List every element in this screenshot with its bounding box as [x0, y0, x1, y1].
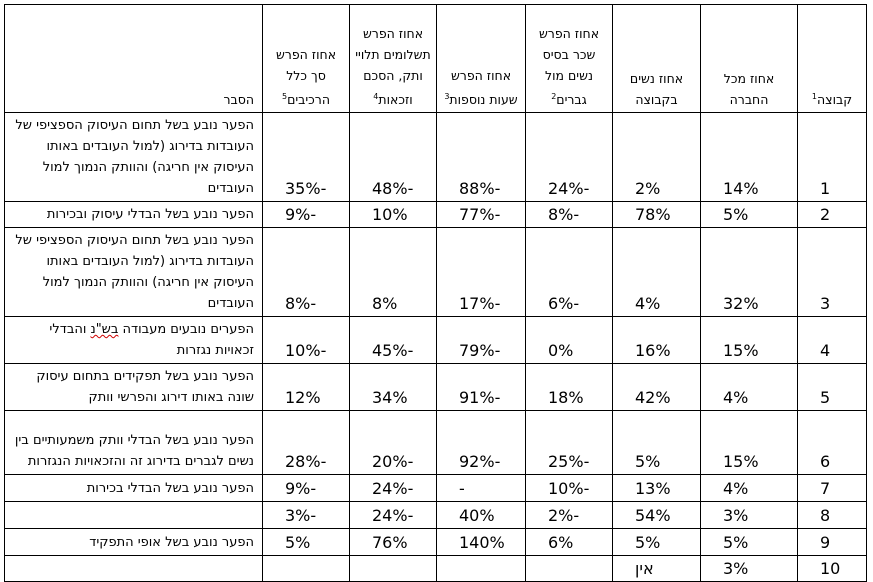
- cell-gap-payments: 8%: [350, 228, 437, 317]
- cell-explanation: הפערים נובעים מעבודה בש"נ והבדלי זכאויות נגזרות: [5, 317, 263, 364]
- cell-pct-company: 5%: [701, 529, 798, 556]
- cell-explanation: הפער נובע בשל תפקידים בתחום עיסוק שונה באותו דירוג והפרשי וותק: [5, 364, 263, 411]
- table-row: [5, 317, 867, 364]
- cell-pct-women: 2%: [613, 113, 701, 202]
- header-pct-women: אחוז נשים בקבוצה: [613, 5, 701, 113]
- cell-gap-overtime: -17%: [437, 228, 526, 317]
- cell-gap-overtime: 40%: [437, 502, 526, 529]
- cell-gap-base: -8%: [526, 202, 613, 228]
- cell-pct-women: 42%: [613, 364, 701, 411]
- cell-group: 8: [798, 502, 867, 529]
- header-explanation: הסבר: [5, 5, 263, 113]
- cell-pct-women: אין: [613, 556, 701, 582]
- cell-gap-total: -8%: [263, 228, 350, 317]
- cell-group: 10: [798, 556, 867, 582]
- cell-gap-base: -6%: [526, 228, 613, 317]
- cell-explanation: הפער נובע בשל תחום העיסוק הספציפי של העובדות בדירוג (למול העובדים באותו העיסוק אין חריגה) והוותק הנמוך למול העובדים: [5, 228, 263, 317]
- table-row: [5, 475, 867, 502]
- header-gap-payments: אחוז הפרש תשלומים תלויי ותק, הסכם וזכאות$^4$: [350, 5, 437, 113]
- cell-pct-company: 5%: [701, 202, 798, 228]
- cell-group: 5: [798, 364, 867, 411]
- cell-gap-base: -2%: [526, 502, 613, 529]
- cell-gap-total: -28%: [263, 411, 350, 475]
- cell-gap-base: -24%: [526, 113, 613, 202]
- header-gap-base: אחוז הפרש שכר בסיס נשים מול גברים$^2$: [526, 5, 613, 113]
- gender-pay-gap-table: [4, 4, 866, 578]
- table-row: [5, 411, 867, 475]
- cell-gap-base: -10%: [526, 475, 613, 502]
- cell-gap-overtime: 140%: [437, 529, 526, 556]
- cell-gap-payments: -20%: [350, 411, 437, 475]
- cell-pct-women: 5%: [613, 411, 701, 475]
- table-row: [5, 113, 867, 202]
- header-pct-company: אחוז מכל החברה: [701, 5, 798, 113]
- cell-gap-base: 6%: [526, 529, 613, 556]
- cell-pct-women: 13%: [613, 475, 701, 502]
- cell-gap-overtime: -77%: [437, 202, 526, 228]
- cell-pct-company: 3%: [701, 502, 798, 529]
- cell-gap-base: 18%: [526, 364, 613, 411]
- cell-explanation: הפער נובע בשל אופי התפקיד: [5, 529, 263, 556]
- cell-group: 1: [798, 113, 867, 202]
- table-row: [5, 502, 867, 529]
- table-row: [5, 364, 867, 411]
- cell-group: 6: [798, 411, 867, 475]
- cell-gap-total: -9%: [263, 202, 350, 228]
- cell-pct-company: 3%: [701, 556, 798, 582]
- cell-group: 7: [798, 475, 867, 502]
- cell-group: 3: [798, 228, 867, 317]
- cell-gap-overtime: -: [437, 475, 526, 502]
- cell-gap-payments: -48%: [350, 113, 437, 202]
- table-row: [5, 529, 867, 556]
- cell-gap-payments: 10%: [350, 202, 437, 228]
- header-gap-overtime: אחוז הפרש שעות נוספות$^3$: [437, 5, 526, 113]
- cell-explanation: [5, 502, 263, 529]
- cell-pct-women: 78%: [613, 202, 701, 228]
- cell-pct-company: 15%: [701, 317, 798, 364]
- cell-pct-company: 14%: [701, 113, 798, 202]
- cell-group: 2: [798, 202, 867, 228]
- cell-gap-overtime: -88%: [437, 113, 526, 202]
- cell-gap-payments: -24%: [350, 475, 437, 502]
- spellcheck-underlined-word: בש"נ: [90, 322, 119, 337]
- cell-pct-company: 32%: [701, 228, 798, 317]
- cell-pct-company: 15%: [701, 411, 798, 475]
- header-gap-total: אחוז הפרש סך כלל הרכיבים$^5$: [263, 5, 350, 113]
- cell-explanation: הפער נובע בשל הבדלי עיסוק ובכירות: [5, 202, 263, 228]
- cell-gap-base: 0%: [526, 317, 613, 364]
- cell-pct-women: 5%: [613, 529, 701, 556]
- header-row: [5, 5, 867, 113]
- cell-pct-company: 4%: [701, 475, 798, 502]
- cell-gap-total: -3%: [263, 502, 350, 529]
- cell-group: 4: [798, 317, 867, 364]
- cell-pct-women: 54%: [613, 502, 701, 529]
- cell-gap-total: -10%: [263, 317, 350, 364]
- cell-gap-overtime: -91%: [437, 364, 526, 411]
- cell-gap-payments: -24%: [350, 502, 437, 529]
- cell-pct-women: 4%: [613, 228, 701, 317]
- cell-gap-total: 5%: [263, 529, 350, 556]
- header-group: קבוצה$^1$: [798, 5, 867, 113]
- cell-gap-total: 12%: [263, 364, 350, 411]
- cell-pct-company: 4%: [701, 364, 798, 411]
- table-row: [5, 202, 867, 228]
- cell-gap-overtime: -92%: [437, 411, 526, 475]
- cell-explanation: הפער נובע בשל הבדלי וותק משמעותיים בין נשים לגברים בדירוג זה והזכאויות הנגזרות: [5, 411, 263, 475]
- cell-gap-payments: 76%: [350, 529, 437, 556]
- cell-gap-total: -35%: [263, 113, 350, 202]
- cell-pct-women: 16%: [613, 317, 701, 364]
- cell-explanation: הפער נובע בשל תחום העיסוק הספציפי של העובדות בדירוג (למול העובדים באותו העיסוק אין חריגה) והוותק הנמוך למול העובדים: [5, 113, 263, 202]
- table-row: [5, 228, 867, 317]
- cell-gap-base: -25%: [526, 411, 613, 475]
- cell-gap-overtime: -79%: [437, 317, 526, 364]
- cell-gap-payments: 34%: [350, 364, 437, 411]
- cell-group: 9: [798, 529, 867, 556]
- cell-gap-payments: -45%: [350, 317, 437, 364]
- cell-gap-total: -9%: [263, 475, 350, 502]
- cell-explanation: הפער נובע בשל הבדלי בכירות: [5, 475, 263, 502]
